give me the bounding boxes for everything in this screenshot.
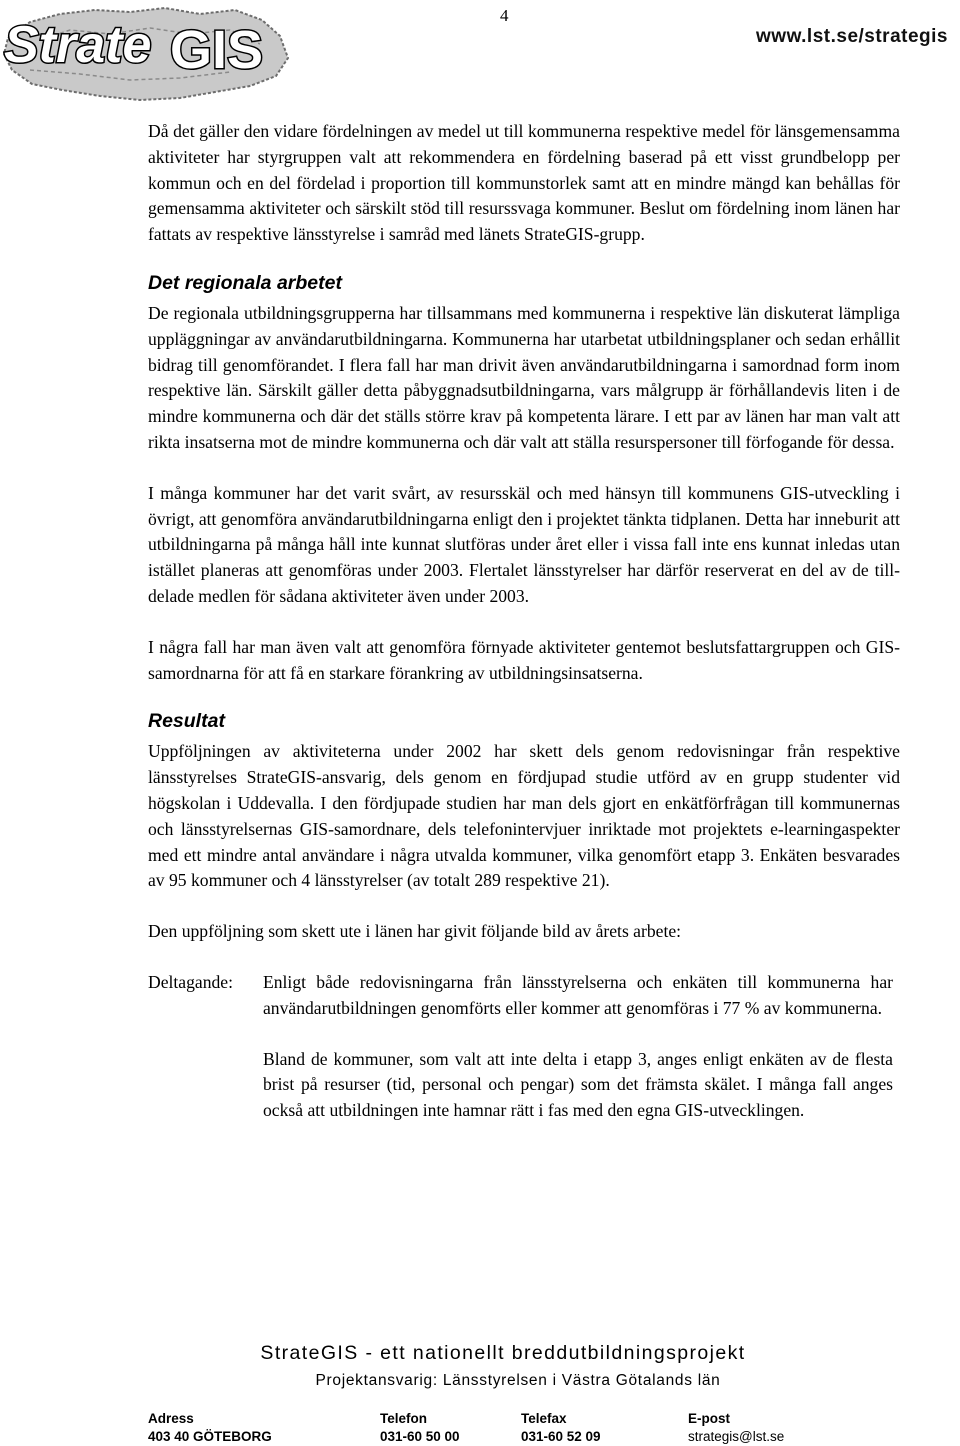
paragraph-intro: Då det gäller den vidare fördelningen av medel ut till kommunerna respektive medel för länsgemensamma aktiviteter har styrgruppen valt att rekommendera en fördelning baserad på ett visst grundbelopp per kommun och en del fördelad i proportion till kommunstorlek samt att en mindre mängd kan behållas för gemensamma aktiviteter och särskilt stöd till resurssvaga kommuner. Beslut om fördelning inom länen har fattats av respektive länsstyrelse i samråd med länets StrateGIS-grupp. — [148, 121, 900, 245]
contact-fax — [521, 1410, 601, 1446]
definition-paragraph-1: Enligt både redovisningarna från länsstyrelserna och enkäten till kommunerna har användarutbildningen genomförts eller kommer att genomföras i 77 % av kommunerna. — [263, 971, 893, 1018]
paragraph-regional-3: I några fall har man även valt att genomföra förnyade aktiviteter gentemot beslutsfattargruppen och GIS-samordnarna för att få en starkare förankring av utbildningsinsatserna. — [148, 636, 900, 683]
page-number: 4 — [500, 6, 509, 25]
heading-results: Resultat — [148, 710, 225, 733]
contact-label: E-post — [688, 1411, 730, 1426]
contact-value: 031-60 52 09 — [521, 1429, 601, 1444]
contact-email-link[interactable]: strategis@lst.se — [688, 1429, 785, 1444]
definition-term: Deltagande: — [148, 971, 233, 992]
main-content — [148, 119, 900, 1124]
contact-label: Telefax — [521, 1411, 567, 1426]
contact-value: 031-60 50 00 — [380, 1429, 460, 1444]
contact-phone — [380, 1410, 460, 1446]
paragraph-regional-2: I många kommuner har det varit svårt, av resursskäl och med hänsyn till kommunens GIS-utveckling i övrigt, att genomföra användarutbildningarna enligt den i projektet tänkta tidplanen. Detta har inneburit att utbildningarna på många håll inte kunnat slutföras under året eller i vissa fall inte ens kunnat inledas utan istället planeras att genomföras under 2003. Flertalet länsstyrelser har därför reserverat en del av de tilldelade medlen för sådana aktiviteter även under 2003. — [148, 482, 900, 606]
definition-participation — [148, 970, 900, 1124]
contact-value: 403 40 GÖTEBORG — [148, 1429, 272, 1444]
definition-paragraph-2: Bland de kommuner, som valt att inte delta i etapp 3, anges enligt enkäten av de flesta brist på resurser (tid, personal och pengar) som det främsta skälet. I många fall anges också att utbildningen inte hamnar rätt i fas med den egna GIS-utvecklingen. — [263, 1048, 893, 1121]
svg-text:GIS: GIS — [170, 20, 264, 80]
strategis-logo — [0, 0, 300, 110]
svg-text:Strate: Strate — [4, 16, 152, 74]
paragraph-results-1: Uppföljningen av aktiviteterna under 2002 har skett dels genom redovisningar från respektive länsstyrelses StrateGIS-ansvarig, dels genom en fördjupad studie utförd av en grupp studenter vid högskolan i Uddevalla. I den fördjupade studien har man dels gjort en enkätförfrågan till kommunernas och länsstyrelsernas GIS-samordnare, dels telefonintervjuer inriktade mot projektets e-learningaspekter med ett mindre antal användare i några utvalda kommuner, vilka genomfört etapp 3. Enkäten besvarades av 95 kommuner och 4 länsstyrelser (av totalt 289 respektive 21). — [148, 741, 900, 891]
contact-email — [688, 1410, 784, 1446]
footer-title: StrateGIS - ett nationellt breddutbildningsprojekt — [260, 1342, 746, 1364]
contact-address — [148, 1410, 272, 1446]
contact-label: Adress — [148, 1411, 194, 1426]
paragraph-results-2: Den uppföljning som skett ute i länen har givit följande bild av årets arbete: — [148, 921, 682, 942]
definition-body — [263, 970, 893, 1124]
contact-label: Telefon — [380, 1411, 427, 1426]
paragraph-regional-1: De regionala utbildningsgrupperna har tillsammans med kommunerna i respektive län diskuterat lämpliga uppläggningar av användarutbildningarna. Kommunerna har utarbetat utbildningsplaner och sedan erhållit bidrag till genomförandet. I flera fall har man drivit även användarutbildningarna i samordnad form inom respektive län. Särskilt gäller detta påbyggnadsutbildningarna, vars målgrupp är förhållandevis liten i de mindre kommunerna och där det ställs större krav på kompetenta lärare. I ett par av länen har man valt att rikta insatserna mot de mindre kommunerna och där valt att ställa resurspersoner till förfogande för dessa. — [148, 302, 900, 452]
heading-regional-work: Det regionala arbetet — [148, 271, 342, 294]
website-url[interactable]: www.lst.se/strategis — [756, 26, 948, 47]
footer-subtitle: Projektansvarig: Länsstyrelsen i Västra Götalands län — [315, 1372, 721, 1389]
